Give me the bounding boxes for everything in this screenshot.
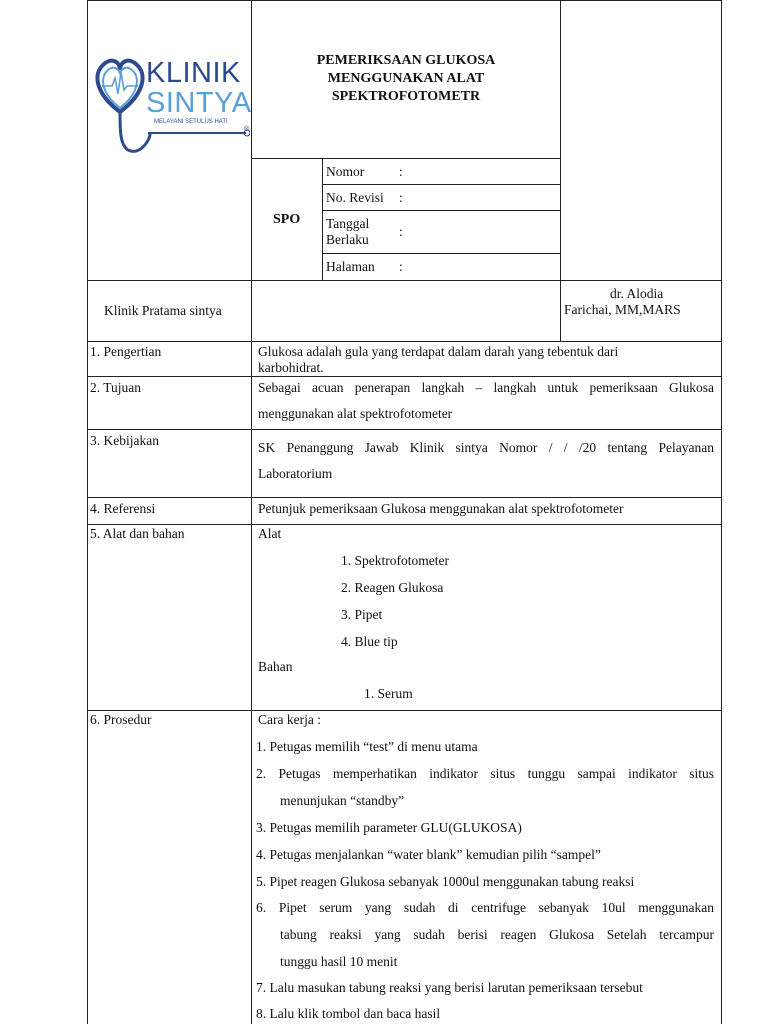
document-title: [252, 52, 560, 106]
line-title-bottom: [251, 158, 561, 159]
title-line-2: MENGGUNAKAN ALAT: [327, 71, 485, 86]
meta-nomor-sep: :: [399, 164, 403, 179]
meta-tanggal-label-2: Berlaku: [326, 232, 369, 247]
tujuan-line-2: menggunakan alat spektrofotometer: [258, 406, 453, 421]
line-clinic-bottom: [87, 341, 722, 342]
border-top: [87, 0, 722, 1]
divider-right: [560, 0, 561, 280]
line-sec-4: [87, 524, 722, 525]
step-3: 3. Petugas memilih parameter GLU(GLUKOSA): [256, 820, 522, 835]
meta-halaman-label: Halaman: [326, 259, 375, 274]
line-sec-1: [87, 376, 722, 377]
meta-halaman-sep: :: [399, 259, 403, 274]
tujuan-line-1: Sebagai acuan penerapan langkah – langkah untuk pemeriksaan Glukosa: [258, 380, 714, 395]
step-4: 4. Petugas menjalankan “water blank” kemudian pilih “sampel”: [256, 847, 601, 862]
line-meta-2: [322, 210, 561, 211]
line-header-bottom: [87, 280, 722, 281]
line-meta-3: [322, 253, 561, 254]
logo-tagline: MELAYANI SETULUS HATI: [154, 119, 228, 125]
meta-revisi-label: No. Revisi: [326, 190, 384, 205]
pengertian-line-1: Glukosa adalah gula yang terdapat dalam darah yang tebentuk dari: [258, 344, 619, 359]
meta-tanggal-sep: :: [399, 224, 403, 239]
divider-sections: [251, 341, 252, 1024]
line-meta-1: [322, 184, 561, 185]
step-7: 7. Lalu masukan tabung reaksi yang berisi larutan pemeriksaan tersebut: [256, 980, 643, 995]
meta-nomor-label: Nomor: [326, 164, 365, 179]
line-sec-5: [87, 710, 722, 711]
alat-item-4: 4. Blue tip: [341, 634, 398, 649]
signer-line-2: Farichai, MM,MARS: [564, 302, 681, 317]
logo-brand-line2: SINTYA: [146, 87, 252, 119]
prosedur-heading: Cara kerja :: [258, 712, 321, 727]
clinic-name: Klinik Pratama sintya: [104, 303, 222, 318]
border-left: [87, 0, 88, 1024]
divider-spo: [322, 158, 323, 280]
meta-revisi-sep: :: [399, 190, 403, 205]
line-sec-3: [87, 497, 722, 498]
title-line-3: SPEKTROFOTOMETR: [331, 89, 481, 104]
step-6-cont-2: tunggu hasil 10 menit: [280, 954, 398, 969]
label-kebijakan: 3. Kebijakan: [90, 433, 159, 448]
meta-tanggal-label-1: Tanggal: [326, 216, 370, 231]
step-8: 8. Lalu klik tombol dan baca hasil: [256, 1006, 441, 1021]
label-tujuan: 2. Tujuan: [90, 380, 142, 395]
label-pengertian: 1. Pengertian: [90, 344, 162, 359]
bahan-item-1: 1. Serum: [364, 686, 413, 701]
step-2: 2. Petugas memperhatikan indikator situs tunggu sampai indikator situs: [256, 766, 714, 781]
clinic-logo: [90, 50, 250, 160]
step-1: 1. Petugas memilih “test” di menu utama: [256, 739, 478, 754]
label-alat-bahan: 5. Alat dan bahan: [90, 526, 185, 541]
signer-line-1: dr. Alodia: [610, 286, 664, 301]
kebijakan-line-2: Laboratorium: [258, 466, 333, 481]
alat-item-1: 1. Spektrofotometer: [341, 553, 449, 568]
logo-registered-mark: ®: [244, 126, 250, 133]
alat-heading: Alat: [258, 526, 282, 541]
referensi-text: Petunjuk pemeriksaan Glukosa menggunakan alat spektrofotometer: [258, 501, 624, 516]
alat-item-3: 3. Pipet: [341, 607, 383, 622]
pengertian-line-2: karbohidrat.: [258, 360, 324, 375]
spo-label: SPO: [273, 212, 301, 227]
logo-brand-line1: KLINIK: [146, 57, 241, 89]
step-5: 5. Pipet reagen Glukosa sebanyak 1000ul menggunakan tabung reaksi: [256, 874, 635, 889]
divider-clinic-1: [251, 280, 252, 341]
bahan-heading: Bahan: [258, 659, 293, 674]
label-prosedur: 6. Prosedur: [90, 712, 152, 727]
title-line-1: PEMERIKSAAN GLUKOSA: [316, 53, 496, 68]
step-6: 6. Pipet serum yang sudah di centrifuge sebanyak 10ul menggunakan: [256, 900, 714, 915]
alat-item-2: 2. Reagen Glukosa: [341, 580, 444, 595]
label-referensi: 4. Referensi: [90, 501, 156, 516]
divider-logo: [251, 0, 252, 280]
step-2-cont: menunjukan “standby”: [280, 793, 405, 808]
divider-clinic-2: [560, 280, 561, 341]
step-6-cont-1: tabung reaksi yang sudah berisi reagen Glukosa Setelah tercampur: [280, 927, 714, 942]
border-right: [721, 0, 722, 1024]
line-sec-2: [87, 429, 722, 430]
kebijakan-line-1: SK Penanggung Jawab Klinik sintya Nomor / / /20 tentang Pelayanan: [258, 440, 714, 455]
